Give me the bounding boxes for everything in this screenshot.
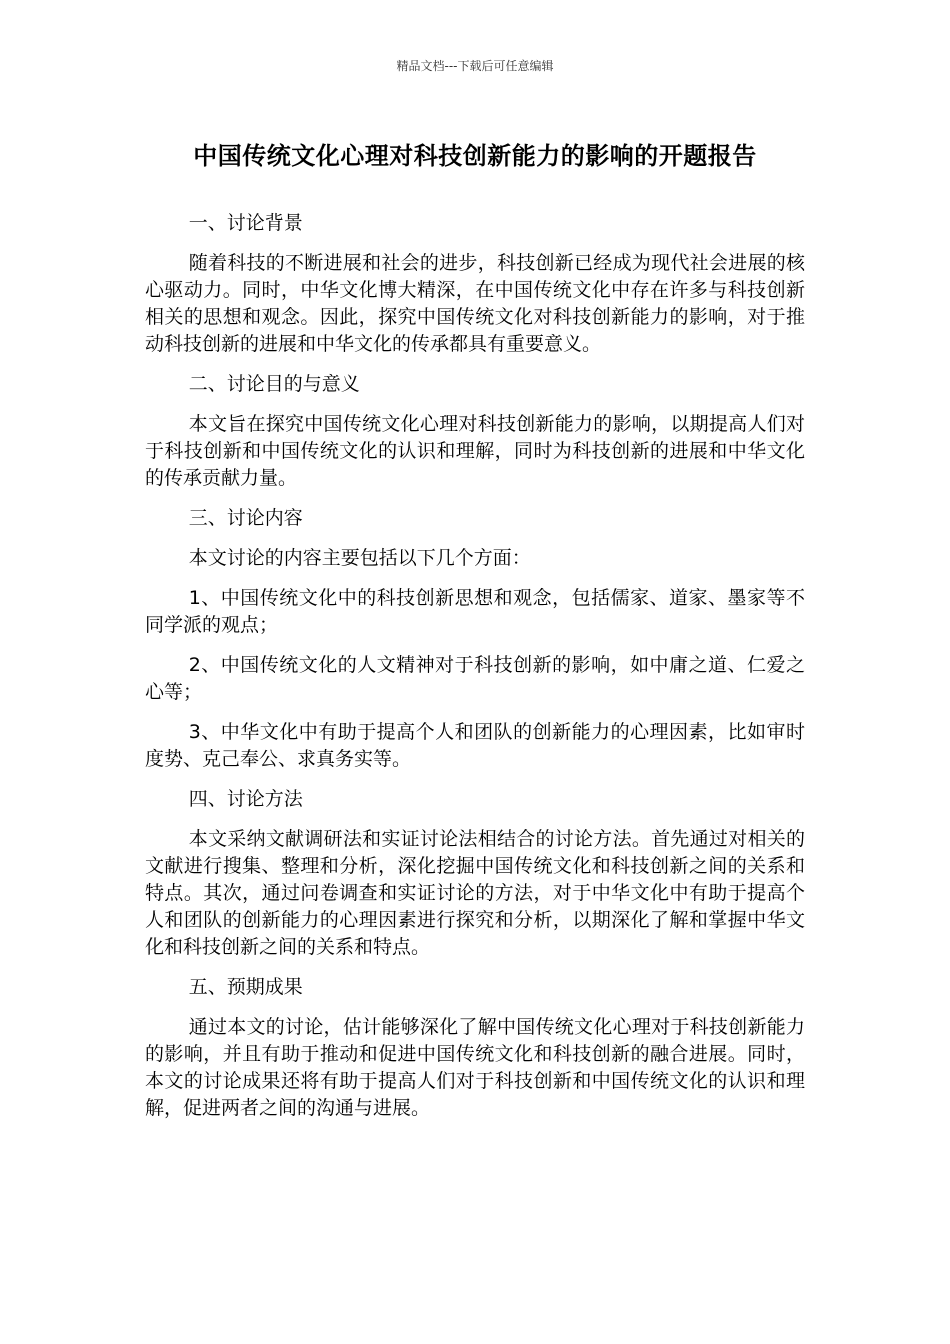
paragraph-background: 随着科技的不断进展和社会的进步，科技创新已经成为现代社会进展的核心驱动力。同时，中华文化博大精深，在中国传统文化中存在许多与科技创新相关的思想和观念。因此，探究中国传统文化对科技创新能力的影响，对于推动科技创新的进展和中华文化的传承都具有重要意义。 <box>145 252 805 355</box>
paragraph-content-intro: 本文讨论的内容主要包括以下几个方面： <box>188 547 531 569</box>
section-heading-purpose: 二、讨论目的与意义 <box>188 373 360 395</box>
section-heading-results: 五、预期成果 <box>188 976 303 998</box>
page-header: 精品文档---下载后可任意编辑 <box>396 59 554 73</box>
list-item-content-2: 2、中国传统文化的人文精神对于科技创新的影响，如中庸之道、仁爱之心等； <box>145 654 805 703</box>
list-item-content-3: 3、中华文化中有助于提高个人和团队的创新能力的心理因素，比如审时度势、克己奉公、求真务实等。 <box>145 721 805 770</box>
paragraph-method: 本文采纳文献调研法和实证讨论法相结合的讨论方法。首先通过对相关的文献进行搜集、整理和分析，深化挖掘中国传统文化和科技创新之间的关系和特点。其次，通过问卷调查和实证讨论的方法，对于中华文化中有助于提高个人和团队的创新能力的心理因素进行探究和分析，以期深化了解和掌握中华文化和科技创新之间的关系和特点。 <box>145 828 805 958</box>
section-heading-method: 四、讨论方法 <box>188 788 303 810</box>
document-title: 中国传统文化心理对科技创新能力的影响的开题报告 <box>193 142 757 170</box>
document-body <box>145 210 805 1135</box>
section-heading-background: 一、讨论背景 <box>188 212 303 234</box>
paragraph-results: 通过本文的讨论，估计能够深化了解中国传统文化心理对于科技创新能力的影响，并且有助于推动和促进中国传统文化和科技创新的融合进展。同时，本文的讨论成果还将有助于提高人们对于科技创新和中国传统文化的认识和理解，促进两者之间的沟通与进展。 <box>145 1016 805 1119</box>
paragraph-purpose: 本文旨在探究中国传统文化心理对科技创新能力的影响，以期提高人们对于科技创新和中国传统文化的认识和理解，同时为科技创新的进展和中华文化的传承贡献力量。 <box>145 413 805 489</box>
list-item-content-1: 1、中国传统文化中的科技创新思想和观念，包括儒家、道家、墨家等不同学派的观点； <box>145 587 805 636</box>
section-heading-content: 三、讨论内容 <box>188 507 303 529</box>
